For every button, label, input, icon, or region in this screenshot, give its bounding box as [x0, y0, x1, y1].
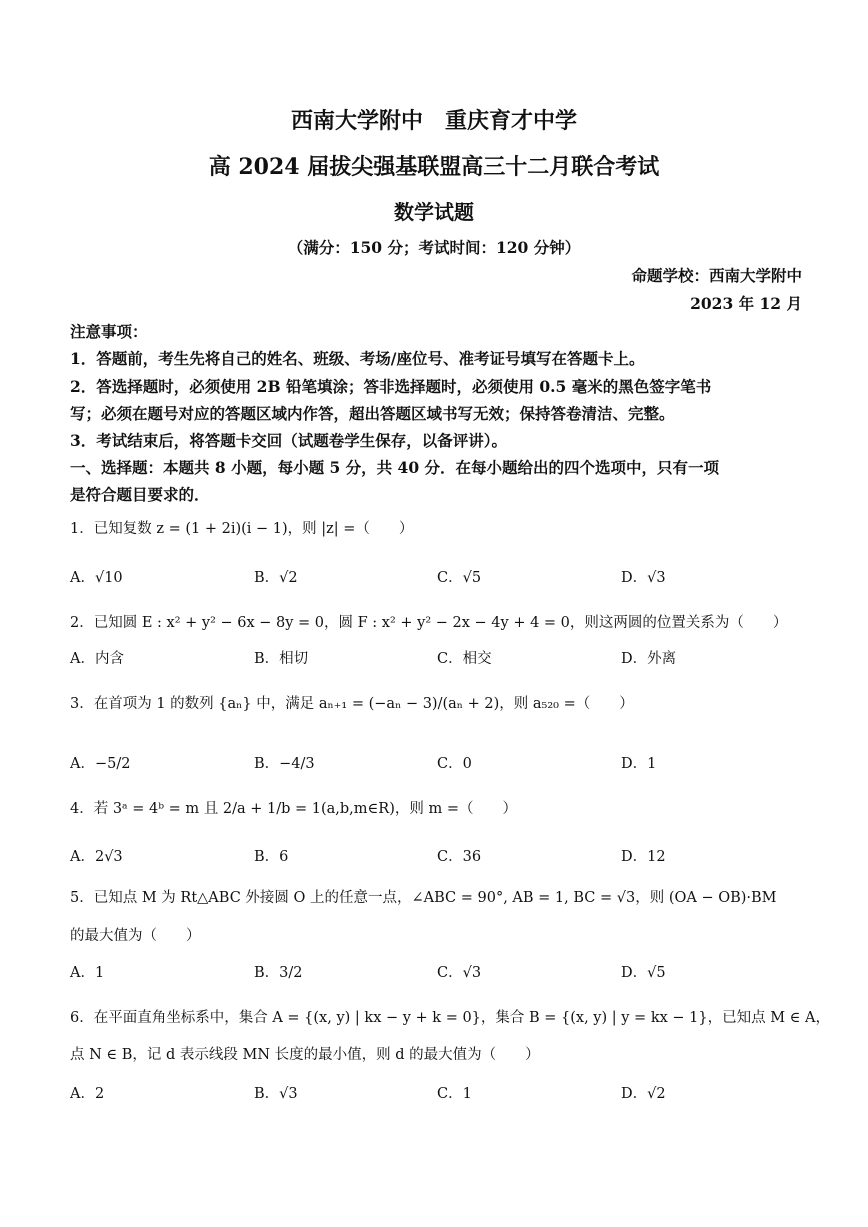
question-stem: 2．已知圆 E : x² + y² − 6x − 8y = 0，圆 F : x² + y² − 2x − 4y + 4 = 0，则这两圆的位置关系为（ ） [70, 615, 788, 631]
exam-date: 2023 年 12 月 [690, 294, 802, 313]
option-c: C．1 [437, 1086, 472, 1102]
option-a: A．1 [70, 965, 105, 981]
option-d: D．√5 [621, 965, 666, 981]
option-c: C．√3 [437, 965, 482, 981]
option-c: C．√5 [437, 570, 482, 586]
option-c: C．36 [437, 849, 482, 865]
note-item: 2．答选择题时，必须使用 2B 铅笔填涂；答非选择题时，必须使用 0.5 毫米的黑色签字笔书 [70, 377, 712, 396]
option-d: D．12 [621, 849, 666, 865]
score-time: （满分：150 分；考试时间：120 分钟） [287, 238, 581, 257]
question-stem: 4．若 3ᵃ = 4ᵇ = m 且 2/a + 1/b = 1(a,b,m∈R)，则 m =（ ） [70, 801, 517, 817]
exam-title: 高 2024 届拔尖强基联盟高三十二月联合考试 [208, 154, 660, 180]
setter-school: 命题学校：西南大学附中 [631, 266, 802, 285]
question-stem: 5．已知点 M 为 Rt△ABC 外接圆 O 上的任意一点，∠ABC = 90°, AB = 1, BC = √3，则 (OA − OB)·BM [70, 890, 777, 906]
option-d: D．外离 [621, 651, 677, 667]
option-b: B．√2 [254, 570, 298, 586]
note-item: 3．考试结束后，将答题卡交回（试题卷学生保存，以备评讲）。 [70, 431, 508, 450]
option-b: B．3/2 [254, 965, 303, 981]
schools-title: 西南大学附中 重庆育才中学 [290, 108, 577, 134]
option-d: D．1 [621, 756, 657, 772]
option-a: A．√10 [70, 570, 123, 586]
option-a: A．2 [70, 1086, 105, 1102]
notes-title: 注意事项： [70, 322, 148, 341]
option-b: B．相切 [254, 651, 309, 667]
option-a: A．2√3 [70, 849, 123, 865]
option-b: B．−4/3 [254, 756, 315, 772]
section-heading-cont: 是符合题目要求的． [70, 485, 210, 504]
section-heading: 一、选择题：本题共 8 小题，每小题 5 分，共 40 分．在每小题给出的四个选项中，只有一项 [70, 458, 720, 477]
option-b: B．√3 [254, 1086, 298, 1102]
option-d: D．√3 [621, 570, 666, 586]
question-stem-cont: 的最大值为（ ） [70, 928, 201, 944]
question-stem-cont: 点 N ∈ B，记 d 表示线段 MN 长度的最小值，则 d 的最大值为（ ） [70, 1047, 540, 1063]
option-a: A．−5/2 [70, 756, 131, 772]
note-item: 写；必须在题号对应的答题区域内作答，超出答题区域书写无效；保持答卷清洁、完整。 [70, 404, 675, 423]
option-c: C．0 [437, 756, 472, 772]
note-item: 1．答题前，考生先将自己的姓名、班级、考场/座位号、准考证号填写在答题卡上。 [70, 349, 645, 368]
question-stem: 3．在首项为 1 的数列 {aₙ} 中，满足 aₙ₊₁ = (−aₙ − 3)/(aₙ + 2)，则 a₅₂₀ =（ ） [70, 696, 634, 712]
option-c: C．相交 [437, 651, 492, 667]
question-stem: 6．在平面直角坐标系中，集合 A = {(x, y) | kx − y + k = 0}，集合 B = {(x, y) | y = kx − 1}，已知点 M ∈ A， [70, 1010, 830, 1026]
question-stem: 1．已知复数 z = (1 + 2i)(i − 1)，则 |z| =（ ） [70, 521, 414, 537]
option-a: A．内含 [70, 651, 124, 667]
option-d: D．√2 [621, 1086, 666, 1102]
subject-title: 数学试题 [394, 200, 474, 224]
option-b: B．6 [254, 849, 289, 865]
